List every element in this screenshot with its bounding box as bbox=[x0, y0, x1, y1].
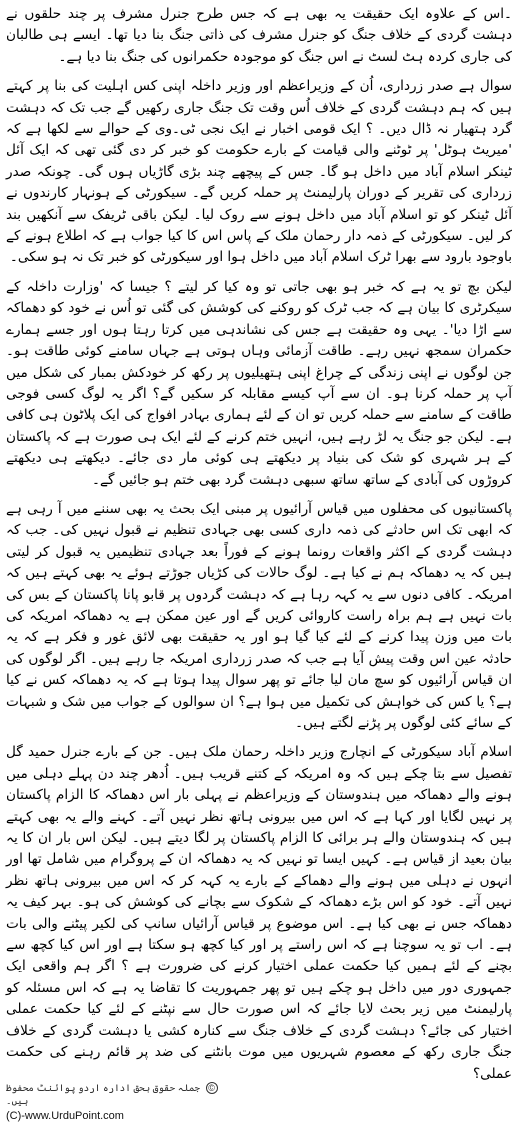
article-paragraph-4: پاکستانیوں کی محفلوں میں قیاس آرائیوں پر مبنی ایک بحث یہ بھی سننے میں آ رہی ہے کہ ابھی تک اس حادثے کی ذمہ داری کسی بھی جہادی تنظیم نے قبول نہیں کی۔ جب کہ دہشت گردی کے اکثر واقعات رونما ہونے کے فوراً بعد جہادی تنظیمیں یہ قبول کر لیتی ہیں کہ یہ دھماکہ ہم نے کیا ہے۔ لوگ حالات کی کڑیاں جوڑتے ہوئے یہ بھی کہتے ہیں کہ امریکہ۔ کافی دنوں سے یہ کہہ رہا ہے کہ دہشت گردوں پر قابو پانا پاکستان کے بس کی بات نہیں ہے ہم براہ راست کاروائی کریں گے اور عین ممکن ہے یہ دھماکہ امریکہ کی بات میں وزن پیدا کرنے کے لئے کیا گیا ہو اور یہ حقیقت بھی لائق غور و فکر ہے کہ یہ حادثہ عین اس وقت پیش آیا ہے جب کہ صدر زرداری امریکہ جا رہے ہیں۔ اگر لوگوں کی ان قیاس آرائیوں کو سچ مان لیا جائے تو پھر سوال پیدا ہوتا ہے کہ یہ دھماکہ کس نے کیا ہے؟ یا کس کی خواہش کی تکمیل میں ہوا ہے؟ ان سوالوں کے جواب میں شک و شبہات کے سائے کئی لوگوں پر پڑنے لگتے ہیں۔ bbox=[6, 500, 512, 731]
copyright-icon: © bbox=[206, 1082, 218, 1094]
article-body bbox=[6, 4, 512, 1085]
article-paragraph-5: اسلام آباد سیکورٹی کے انچارج وزیر داخلہ رحمان ملک ہیں۔ جن کے بارے جنرل حمید گل تفصیل سے بتا چکے ہیں کہ وہ امریکہ کے کتنے قریب ہیں۔ اُدھر چند دن پہلے دہلی میں ہونے والے دھماکہ میں ہندوستان کے وزیراعظم نے پہلی بار اس دھماکہ کا الزام پاکستان پر نہیں لگایا اور کہا ہے کہ اس میں بیرونی ہاتھ نظر نہیں آتے۔ کہنے والے یہ بھی کہتے ہیں کہ ہندوستان والے ہر برائی کا الزام پاکستان پر لگا دیتے ہیں۔ لیکن اس بار ان کا یہ بیان بعید از قیاس ہے۔ کہیں ایسا تو نہیں کہ یہ دھماکہ ان کے پروگرام میں شامل تھا اور انہوں نے دہلی میں ہونے والے دھماکے کے بارے یہ کہہ کر کہ اس میں بیرونی ہاتھ نظر نہیں آتے۔ خود کو اس بڑے دھماکہ کے شکوک سے بچانے کی کوشش کی ہو۔ بہر کیف یہ دھماکہ جس نے بھی کیا ہے۔ اس موضوع پر قیاس آرائیاں سانپ کی لکیر پیٹنے والی بات ہے۔ اب تو یہ سوچنا ہے کہ اس راستے پر اور کیا کچھ ہو سکتا ہے اور اس کیا کچھ سے بچنے کے لئے ہمیں کیا حکمت عملی اختیار کرنے کی ضرورت ہے ؟ اگر ہم واقعی ایک جمہوری دور میں داخل ہو چکے ہیں تو پھر جمہوریت کا تقاضا یہ ہے کہ اس مسئلہ کو پارلیمنٹ میں زیر بحث لایا جائے کہ اس صورت حال سے نپٹنے کے لئے کیا حکمت عملی اختیار کی جائے؟ دہشت گردی کے خلاف جنگ سے کنارہ کشی یا دہشت گردی کے خلاف جنگ جاری رکھ کے معصوم شہریوں میں موت بانٹنے کی ضد پر قائم رہنے کی حکمت عملی؟ bbox=[6, 744, 512, 1082]
page bbox=[6, 4, 512, 1123]
copyright-text: جملہ حقوق بحق ادارہ اردو پوائنٹ محفوظ ہیں۔ bbox=[6, 1083, 200, 1107]
article-paragraph-3: لیکن بچ تو یہ ہے کہ خبر ہو بھی جاتی تو وہ کیا کر لیتے ؟ جیسا کہ 'وزارت داخلہ کے سیکرٹری کا بیان ہے کہ جب ٹرک کو روکنے کی کوشش کی گئی تو اُس نے خود کو دھماکہ سے اڑا دیا'۔ یہی وہ حقیقت ہے جس کی نشاندہی میں کرتا رہتا ہوں اور جسے ہمارے حکمران سمجھ نہیں رہے۔ طاقت آزمائی وہاں ہوتی ہے جہاں سامنے کوئی طاقت ہو۔ جن لوگوں نے اپنی زندگی کے چراغ اپنی ہتھیلیوں پر رکھ کر خودکش بمبار کی شکل میں آپ پر حملہ کرنا ہو۔ ان سے آپ کیسے مقابلہ کر سکیں گے؟ اگر یہ لوگ کسی فوجی طاقت کے سامنے سے حملہ کریں تو ان کے لئے ہماری بہادر افواج کی ایک پلاٹون ہی کافی ہے۔ لیکن جو جنگ یہ لڑ رہے ہیں، انہیں ختم کرنے کے لئے ایک ہی صورت ہے کہ پاکستان کے ہر شہری کو شک کی بنیاد پر دیکھتے ہی کوئی مار دی جائے۔ دیکھتے ہی دیکھتے کروڑوں کی آبادی کے ساتھ ساتھ سبھی دہشت گرد بھی ختم ہو جائیں گے۔ bbox=[6, 278, 512, 488]
copyright-notice bbox=[6, 1082, 236, 1108]
article-paragraph-2: سوال ہے صدر زرداری، اُن کے وزیراعظم اور وزیر داخلہ اپنی کس اہلیت کی بنا پر کہتے ہیں کہ ہم دہشت گردی کے خلاف اُس وقت تک جنگ جاری رکھیں گے جب تک کہ دہشت گرد ہتھیار نہ ڈال دیں۔ ؟ ایک قومی اخبار نے ایک نجی ٹی۔وی کے حوالے سے لکھا ہے کہ 'میریٹ ہوٹل' پر ٹوٹنے والی قیامت کے بارے حکومت کو خبر کر دی گئی تھی کہ ایک آئل ٹینکر اسلام آباد میں داخل ہو گا۔ جس کے پیچھے چند بڑی گاڑیاں ہوں گی۔ چونکہ صدر زرداری کی تقریر کے دوران پارلیمنٹ پر حملہ کریں گے۔ سیکورٹی کے ہونہار کارندوں نے آئل ٹینکر کو تو اسلام آباد میں داخل ہونے سے روک لیا۔ لیکن باقی ٹریفک سے آنکھیں بند کر لیں۔ سیکورٹی کے ذمہ دار رحمان ملک کے پاس اس کا کیا جواب ہے کہ اطلاع ہونے کے باوجود بارود سے بھرا ٹرک اسلام آباد میں داخل ہوا اور سیکورٹی کو خبر تک نہ ہو سکی۔ bbox=[6, 78, 512, 266]
page-footer bbox=[6, 1082, 236, 1123]
source-url: (C)-www.UrduPoint.com bbox=[6, 1110, 124, 1122]
article-paragraph-1: ۔اس کے علاوہ ایک حقیقت یہ بھی ہے کہ جس طرح جنرل مشرف پر چند حلقوں نے دہشت گردی کے خلاف جنگ کو جنرل مشرف کی ذاتی جنگ بنا دیا تھا۔ ایسے ہی طالبان کی جاری کردہ ہٹ لسٹ نے اس جنگ کو موجودہ حکمرانوں کی جنگ بنا دیا ہے۔ bbox=[6, 6, 512, 65]
